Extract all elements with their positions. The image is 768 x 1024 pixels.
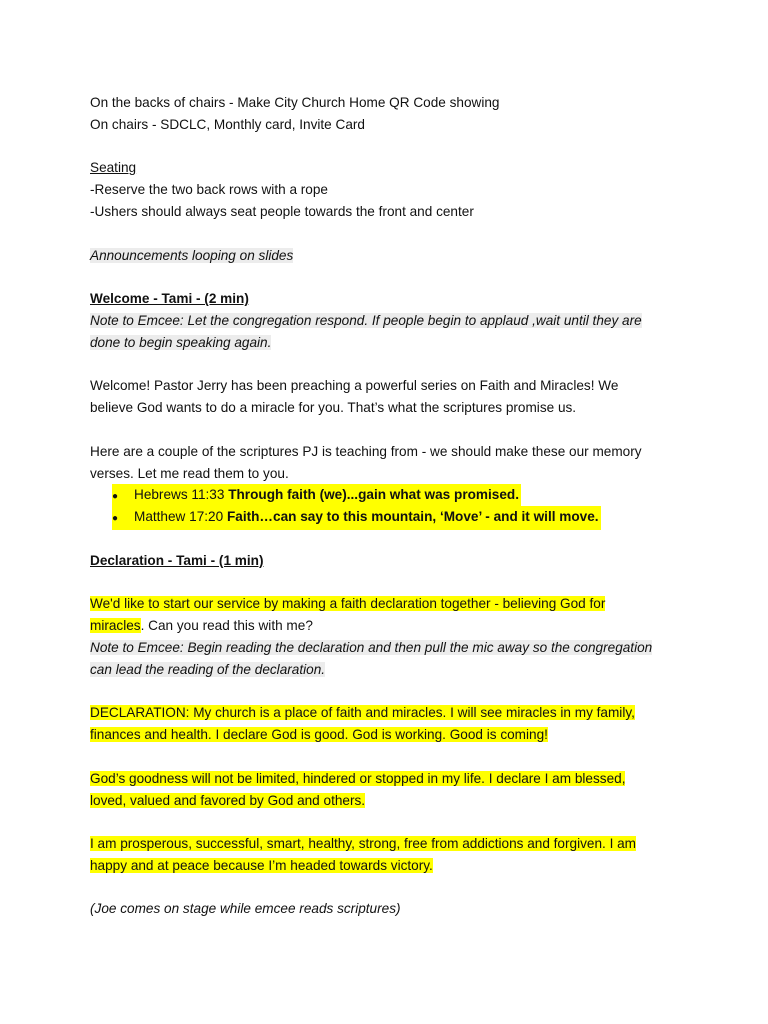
list-item <box>112 506 680 528</box>
bullet-icon: ● <box>112 513 119 525</box>
scripture-intro: verses. Let me read them to you. <box>90 465 289 481</box>
declaration-emcee-note: Note to Emcee: Begin reading the declaration and then pull the mic away so the congregation <box>90 639 653 655</box>
spacer <box>90 746 680 768</box>
spacer <box>90 572 680 594</box>
declaration-paragraph: God’s goodness will not be limited, hindered or stopped in my life. I declare I am blessed, <box>90 770 626 786</box>
spacer <box>90 354 680 376</box>
declaration-paragraph: DECLARATION: My church is a place of faith and miracles. I will see miracles in my family, <box>90 705 635 721</box>
declaration-paragraph: finances and health. I declare God is good. God is working. Good is coming! <box>90 727 548 743</box>
scripture-list <box>112 484 680 528</box>
declaration-intro-rest: . Can you read this with me? <box>140 618 313 634</box>
seating-item: -Reserve the two back rows with a rope <box>90 182 328 198</box>
spacer <box>90 877 680 899</box>
spacer <box>90 528 680 550</box>
declaration-intro: We'd like to start our service by making a faith declaration together - believing God for <box>90 596 606 612</box>
declaration-paragraph: happy and at peace because I’m headed towards victory. <box>90 857 433 873</box>
spacer <box>90 419 680 441</box>
intro-line: On chairs - SDCLC, Monthly card, Invite Card <box>90 116 365 132</box>
list-item <box>112 484 680 506</box>
scripture-intro: Here are a couple of the scriptures PJ is teaching from - we should make these our memory <box>90 443 642 459</box>
seating-heading: Seating <box>90 160 137 176</box>
declaration-intro-highlight: miracles <box>90 618 141 634</box>
welcome-emcee-note: done to begin speaking again. <box>90 334 272 350</box>
document-body <box>90 92 680 920</box>
scripture-ref: Hebrews 11:33 <box>134 487 229 503</box>
spacer <box>90 681 680 703</box>
declaration-heading: Declaration - Tami - (1 min) <box>90 552 264 568</box>
welcome-heading: Welcome - Tami - (2 min) <box>90 291 249 307</box>
scripture-text: Through faith (we)...gain what was promised. <box>228 487 519 503</box>
intro-line: On the backs of chairs - Make City Church Home QR Code showing <box>90 95 500 110</box>
declaration-emcee-note: can lead the reading of the declaration. <box>90 661 326 677</box>
spacer <box>90 223 680 245</box>
spacer <box>90 266 680 288</box>
spacer <box>90 136 680 158</box>
welcome-emcee-note: Note to Emcee: Let the congregation respond. If people begin to applaud ,wait until they are <box>90 312 642 328</box>
spacer <box>90 811 680 833</box>
scripture-text: Faith…can say to this mountain, ‘Move’ - and it will move. <box>226 509 599 525</box>
declaration-paragraph: loved, valued and favored by God and others. <box>90 792 366 808</box>
welcome-paragraph: Welcome! Pastor Jerry has been preaching a powerful series on Faith and Miracles! We <box>90 378 619 394</box>
seating-item: -Ushers should always seat people towards the front and center <box>90 203 474 219</box>
bullet-icon: ● <box>112 491 119 503</box>
welcome-paragraph: believe God wants to do a miracle for you. That’s what the scriptures promise us. <box>90 400 577 416</box>
scripture-ref: Matthew 17:20 <box>134 509 227 525</box>
declaration-paragraph: I am prosperous, successful, smart, healthy, strong, free from addictions and forgiven. I am <box>90 836 637 852</box>
announcements-note: Announcements looping on slides <box>90 247 294 263</box>
stage-note: (Joe comes on stage while emcee reads scriptures) <box>90 901 401 917</box>
